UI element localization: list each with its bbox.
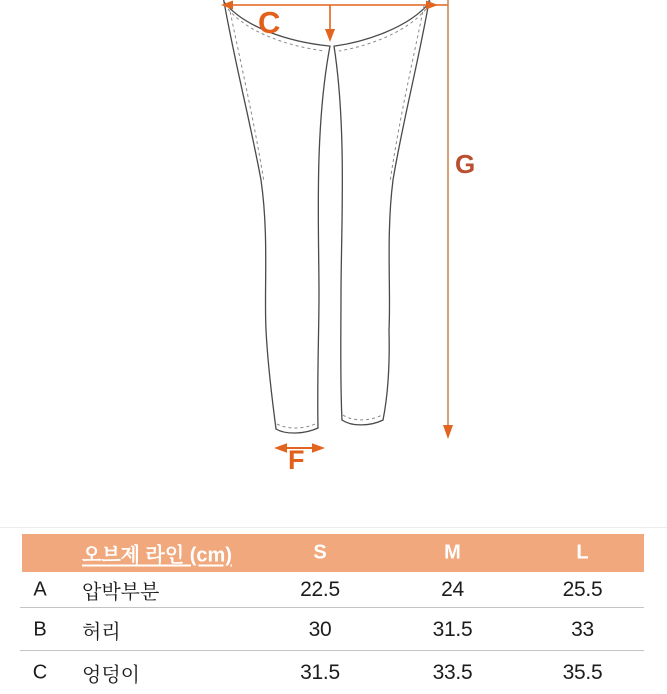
column-header-s: S <box>313 541 327 564</box>
measure-label-f: F <box>288 445 305 475</box>
size-table-header <box>22 534 644 572</box>
column-header-l: L <box>576 541 589 564</box>
measure-label-c: C <box>258 5 281 40</box>
section-divider <box>0 527 667 528</box>
value-l: 25.5 <box>562 578 603 601</box>
row-label: 엉덩이 <box>82 664 140 686</box>
value-s: 31.5 <box>300 660 340 684</box>
size-table <box>22 534 644 694</box>
size-table-title: 오브제 라인 (cm) <box>82 544 232 567</box>
seam-dashed-lines <box>228 6 426 428</box>
value-s: 22.5 <box>300 578 340 601</box>
column-header-m: M <box>444 541 461 564</box>
row-letter: A <box>33 578 47 601</box>
row-letter: C <box>32 661 48 683</box>
table-row <box>22 572 644 608</box>
row-letter: B <box>33 618 47 640</box>
table-row <box>22 608 644 651</box>
value-l: 35.5 <box>562 660 603 684</box>
top-width-arrow <box>221 1 448 43</box>
side-length-arrow <box>443 0 453 439</box>
row-label: 압박부분 <box>82 581 160 604</box>
row-label: 허리 <box>82 621 121 643</box>
value-m: 24 <box>441 578 464 601</box>
value-l: 33 <box>571 617 594 641</box>
measure-label-g: G <box>455 149 476 179</box>
value-s: 30 <box>308 617 332 641</box>
value-m: 31.5 <box>432 617 473 641</box>
table-row <box>22 651 644 694</box>
pants-outline <box>223 0 430 433</box>
value-m: 33.5 <box>432 660 473 684</box>
